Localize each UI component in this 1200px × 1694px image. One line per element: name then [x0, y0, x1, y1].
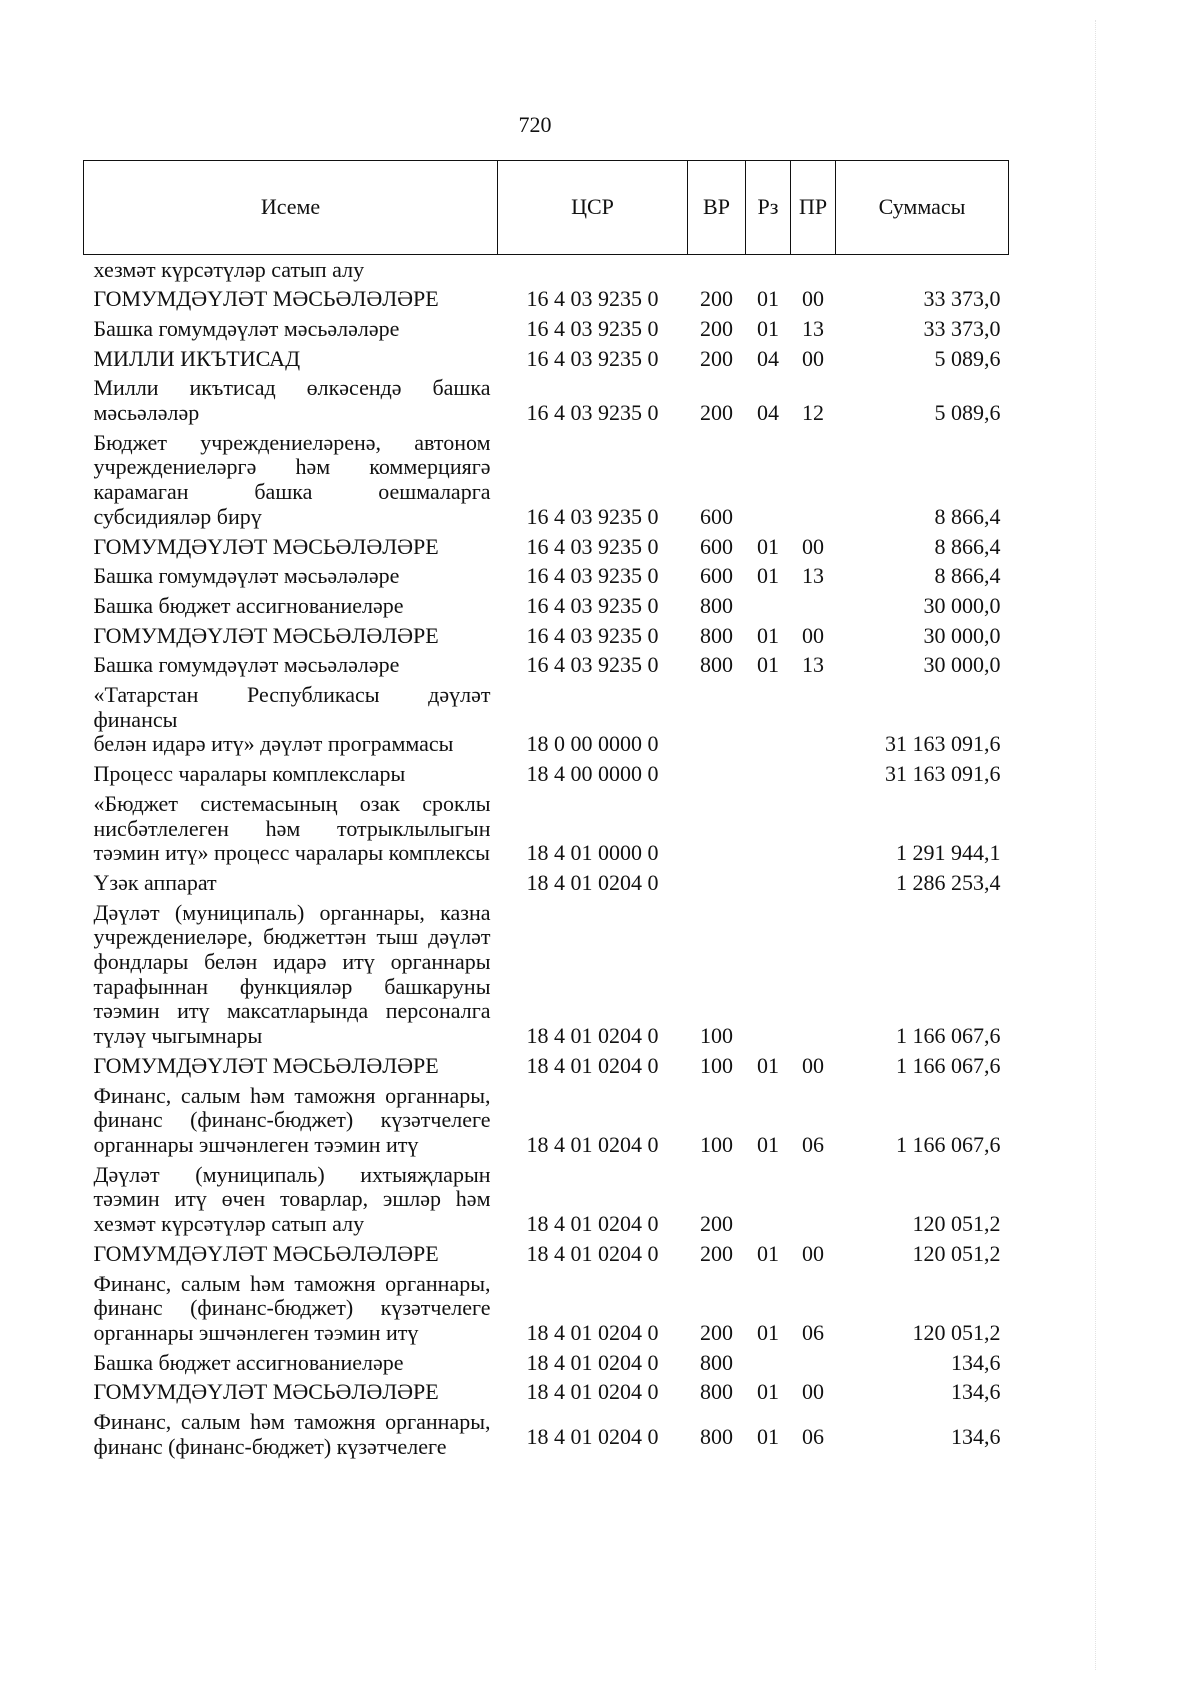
row-vr-cell: 100	[700, 1023, 733, 1049]
row-rz-cell: 01	[757, 1379, 779, 1405]
row-name-line: учреждениеләргә һәм коммерциягә	[93, 454, 491, 480]
row-name-cell	[84, 591, 498, 621]
row-name-cell	[84, 255, 498, 285]
row-rz-cell	[746, 681, 791, 760]
row-name-line: Үзәк аппарат	[93, 869, 217, 895]
row-name-line: Милли икътисад өлкәсендә башка	[93, 375, 491, 401]
row-rz-cell	[746, 591, 791, 621]
row-name-line: Башка гомумдәүләт мәсьәләләре	[93, 652, 400, 678]
row-name-cell	[84, 898, 498, 1051]
row-sum-cell: 33 373,0	[923, 315, 1001, 341]
row-pr-cell	[791, 760, 836, 790]
row-name-line: МИЛЛИ ИКЪТИСАД	[93, 345, 301, 371]
row-sum-cell: 33 373,0	[923, 286, 1001, 312]
table-row	[84, 1081, 1009, 1160]
row-name-line: Башка бюджет ассигнованиеләре	[93, 1349, 404, 1375]
row-vr-cell	[688, 789, 746, 868]
row-sum-cell: 31 163 091,6	[885, 761, 1001, 787]
header-name: Исеме	[84, 161, 498, 255]
row-csr-cell: 18 4 01 0204 0	[526, 1023, 659, 1049]
row-pr-cell	[791, 1160, 836, 1239]
table-row	[84, 1378, 1009, 1408]
row-vr-cell: 600	[700, 503, 733, 529]
row-name-cell	[84, 1081, 498, 1160]
row-pr-cell	[791, 898, 836, 1051]
row-name-cell	[84, 760, 498, 790]
row-name-line: Дәүләт (муниципаль) органнары, казна	[93, 899, 491, 925]
row-vr-cell: 100	[700, 1052, 733, 1078]
row-sum-cell: 1 291 944,1	[896, 840, 1001, 866]
row-csr-cell: 18 0 00 0000 0	[526, 731, 659, 757]
row-name-line: «Бюджет системасының озак сроклы	[93, 790, 491, 816]
row-vr-cell: 800	[700, 652, 733, 678]
row-rz-cell: 04	[757, 400, 779, 426]
row-sum-cell: 30 000,0	[923, 592, 1001, 618]
table-row	[84, 789, 1009, 868]
row-name-line: тарафыннан функцияләр башкаруны	[93, 973, 491, 999]
row-csr-cell	[498, 255, 688, 285]
row-name-line: ГОМУМДӘҮЛӘТ МӘСЬӘЛӘЛӘРЕ	[93, 1052, 439, 1078]
row-name-cell	[84, 1160, 498, 1239]
table-row	[84, 1408, 1009, 1462]
row-sum-cell: 8 866,4	[934, 533, 1001, 559]
row-name-line: Бюджет учреждениеләренә, автоном	[93, 429, 491, 455]
row-name-line: субсидияләр бирү	[93, 503, 262, 529]
header-rz: Рз	[746, 161, 791, 255]
row-name-cell	[84, 789, 498, 868]
row-name-line: мәсьәләләр	[93, 400, 200, 426]
row-pr-cell: 00	[802, 345, 824, 371]
row-rz-cell	[746, 1160, 791, 1239]
row-pr-cell: 13	[802, 652, 824, 678]
table-row	[84, 532, 1009, 562]
row-name-line: Башка гомумдәүләт мәсьәләләре	[93, 315, 400, 341]
row-name-line: органнары эшчәнлеген тәэмин итү	[93, 1132, 419, 1157]
row-name-line: финанс (финанс-бюджет) күзәтчелеге	[93, 1107, 491, 1133]
row-vr-cell: 200	[700, 400, 733, 426]
row-name-line: Финанс, салым һәм таможня органнары,	[93, 1270, 491, 1296]
row-csr-cell: 18 4 01 0204 0	[526, 1319, 659, 1345]
row-name-line: ГОМУМДӘҮЛӘТ МӘСЬӘЛӘЛӘРЕ	[93, 533, 439, 559]
row-name-line: ГОМУМДӘҮЛӘТ МӘСЬӘЛӘЛӘРЕ	[93, 622, 439, 648]
row-name-cell	[84, 532, 498, 562]
row-name-cell	[84, 681, 498, 760]
row-rz-cell	[746, 760, 791, 790]
row-vr-cell: 800	[700, 1349, 733, 1375]
table-row	[84, 760, 1009, 790]
table-row	[84, 562, 1009, 592]
row-csr-cell: 18 4 01 0204 0	[526, 869, 659, 895]
row-pr-cell	[791, 1348, 836, 1378]
table-row	[84, 374, 1009, 428]
row-pr-cell: 00	[802, 1379, 824, 1405]
row-pr-cell: 06	[802, 1132, 824, 1157]
table-row	[84, 898, 1009, 1051]
scan-edge-mark	[1095, 20, 1096, 1670]
row-csr-cell: 18 4 00 0000 0	[526, 761, 659, 787]
row-name-line: Дәүләт (муниципаль) ихтыяҗларын	[93, 1161, 491, 1187]
row-sum-cell: 5 089,6	[934, 345, 1001, 371]
row-vr-cell: 800	[700, 1379, 733, 1405]
row-pr-cell: 06	[802, 1319, 824, 1345]
row-vr-cell: 200	[700, 315, 733, 341]
row-name-cell	[84, 1269, 498, 1348]
row-rz-cell: 01	[757, 652, 779, 678]
row-csr-cell: 18 4 01 0204 0	[526, 1240, 659, 1266]
row-sum-cell: 5 089,6	[934, 400, 1001, 426]
row-sum-cell: 120 051,2	[912, 1319, 1001, 1345]
row-rz-cell	[746, 255, 791, 285]
row-csr-cell: 16 4 03 9235 0	[526, 503, 659, 529]
row-pr-cell: 00	[802, 1052, 824, 1078]
header-csr: ЦСР	[498, 161, 688, 255]
row-name-cell	[84, 1239, 498, 1269]
row-csr-cell: 18 4 01 0204 0	[526, 1379, 659, 1405]
row-vr-cell	[688, 760, 746, 790]
row-sum-cell: 134,6	[951, 1349, 1001, 1375]
row-vr-cell: 800	[700, 1424, 733, 1450]
row-name-line: финанс (финанс-бюджет) күзәтчелеге	[93, 1295, 491, 1321]
row-pr-cell: 13	[802, 315, 824, 341]
row-vr-cell: 100	[700, 1132, 733, 1157]
row-sum-cell: 8 866,4	[934, 503, 1001, 529]
row-name-line: ГОМУМДӘҮЛӘТ МӘСЬӘЛӘЛӘРЕ	[93, 1379, 439, 1405]
row-pr-cell: 06	[802, 1424, 824, 1450]
row-rz-cell	[746, 789, 791, 868]
row-rz-cell: 01	[757, 533, 779, 559]
row-vr-cell: 800	[700, 622, 733, 648]
row-pr-cell: 00	[802, 286, 824, 312]
row-sum-cell: 30 000,0	[923, 622, 1001, 648]
row-name-line: Финанс, салым һәм таможня органнары,	[93, 1409, 491, 1435]
table-row	[84, 868, 1009, 898]
row-csr-cell: 16 4 03 9235 0	[526, 652, 659, 678]
table-header-row	[84, 161, 1009, 255]
page-number: 720	[518, 112, 552, 137]
table-row	[84, 344, 1009, 374]
row-csr-cell: 16 4 03 9235 0	[526, 286, 659, 312]
row-name-cell	[84, 344, 498, 374]
row-sum-cell: 134,6	[951, 1379, 1001, 1405]
header-vr: ВР	[688, 161, 746, 255]
row-csr-cell: 16 4 03 9235 0	[526, 592, 659, 618]
table-row	[84, 1160, 1009, 1239]
row-name-line: түләү чыгымнары	[93, 1023, 263, 1049]
table-row	[84, 428, 1009, 532]
row-sum-cell: 1 166 067,6	[896, 1132, 1001, 1157]
row-sum-cell: 120 051,2	[912, 1211, 1001, 1237]
row-name-line: тәэмин итү» процесс чаралары комплексы	[93, 840, 490, 866]
row-pr-cell	[791, 868, 836, 898]
row-sum-cell: 134,6	[951, 1424, 1001, 1450]
row-pr-cell: 13	[802, 563, 824, 589]
row-vr-cell: 200	[700, 1240, 733, 1266]
table-row	[84, 1348, 1009, 1378]
row-name-cell	[84, 374, 498, 428]
row-vr-cell: 200	[700, 286, 733, 312]
row-sum-cell: 8 866,4	[934, 563, 1001, 589]
row-sum-cell: 1 166 067,6	[896, 1052, 1001, 1078]
row-name-line: ГОМУМДӘҮЛӘТ МӘСЬӘЛӘЛӘРЕ	[93, 286, 439, 312]
row-rz-cell	[746, 428, 791, 532]
row-rz-cell: 01	[757, 1052, 779, 1078]
row-name-line: Башка гомумдәүләт мәсьәләләре	[93, 563, 400, 589]
row-name-cell	[84, 314, 498, 344]
row-rz-cell: 04	[757, 345, 779, 371]
row-vr-cell	[688, 681, 746, 760]
row-name-cell	[84, 1348, 498, 1378]
row-name-line: финанс (финанс-бюджет) күзәтчелеге	[93, 1433, 447, 1459]
row-name-cell	[84, 562, 498, 592]
row-name-line: фондлары белән идарә итү органнары	[93, 949, 491, 975]
row-name-cell	[84, 1378, 498, 1408]
row-rz-cell	[746, 1348, 791, 1378]
row-name-line: тәэмин итү максатларында персоналга	[93, 998, 491, 1024]
row-vr-cell: 200	[700, 345, 733, 371]
row-sum-cell: 120 051,2	[912, 1240, 1001, 1266]
row-name-cell	[84, 868, 498, 898]
row-name-cell	[84, 621, 498, 651]
row-name-cell	[84, 1051, 498, 1081]
row-vr-cell: 600	[700, 533, 733, 559]
row-rz-cell: 01	[757, 315, 779, 341]
row-name-line: тәэмин итү өчен товарлар, эшләр һәм	[93, 1186, 491, 1212]
row-sum-cell	[836, 255, 1009, 285]
row-rz-cell: 01	[757, 622, 779, 648]
row-csr-cell: 18 4 01 0204 0	[526, 1052, 659, 1078]
table-body	[84, 255, 1009, 1462]
row-pr-cell	[791, 789, 836, 868]
row-name-line: Башка бюджет ассигнованиеләре	[93, 592, 404, 618]
header-pr: ПР	[791, 161, 836, 255]
row-pr-cell: 00	[802, 1240, 824, 1266]
row-rz-cell: 01	[757, 1319, 779, 1345]
table-row	[84, 314, 1009, 344]
row-name-cell	[84, 428, 498, 532]
row-rz-cell: 01	[757, 1424, 779, 1450]
row-csr-cell: 18 4 01 0204 0	[526, 1211, 659, 1237]
row-vr-cell: 600	[700, 563, 733, 589]
row-rz-cell	[746, 898, 791, 1051]
row-name-cell	[84, 651, 498, 681]
row-sum-cell: 1 166 067,6	[896, 1023, 1001, 1049]
row-rz-cell: 01	[757, 563, 779, 589]
row-name-line: Процесс чаралары комплекслары	[93, 761, 406, 787]
row-csr-cell: 16 4 03 9235 0	[526, 563, 659, 589]
row-name-line: ГОМУМДӘҮЛӘТ МӘСЬӘЛӘЛӘРЕ	[93, 1240, 439, 1266]
row-vr-cell	[688, 255, 746, 285]
table-row	[84, 621, 1009, 651]
row-name-line: белән идарә итү» дәүләт программасы	[93, 731, 454, 757]
row-sum-cell: 30 000,0	[923, 652, 1001, 678]
row-name-line: Финанс, салым һәм таможня органнары,	[93, 1082, 491, 1108]
row-name-line: хезмәт күрсәтүләр сатып алу	[93, 1211, 365, 1237]
table-row	[84, 591, 1009, 621]
row-csr-cell: 18 4 01 0204 0	[526, 1349, 659, 1375]
table-row	[84, 1269, 1009, 1348]
row-csr-cell: 16 4 03 9235 0	[526, 345, 659, 371]
row-name-cell	[84, 285, 498, 315]
table-row	[84, 1239, 1009, 1269]
row-pr-cell: 00	[802, 533, 824, 559]
row-pr-cell	[791, 255, 836, 285]
row-name-line: карамаган башка оешмаларга	[93, 479, 491, 505]
row-csr-cell: 18 4 01 0204 0	[526, 1424, 659, 1450]
row-name-cell	[84, 1408, 498, 1462]
row-vr-cell	[688, 868, 746, 898]
row-name-line: нисбәтлелеген һәм тотрыклылыгын	[93, 815, 491, 841]
table-header	[84, 161, 1009, 255]
row-rz-cell: 01	[757, 286, 779, 312]
row-pr-cell: 12	[802, 400, 824, 426]
row-sum-cell: 1 286 253,4	[896, 869, 1001, 895]
row-csr-cell: 16 4 03 9235 0	[526, 400, 659, 426]
table-row	[84, 255, 1009, 285]
row-csr-cell: 16 4 03 9235 0	[526, 533, 659, 559]
row-csr-cell: 16 4 03 9235 0	[526, 622, 659, 648]
budget-table	[83, 160, 1009, 1462]
row-name-line: учреждениеләре, бюджеттән тыш дәүләт	[93, 924, 491, 950]
row-vr-cell: 800	[700, 592, 733, 618]
row-rz-cell: 01	[757, 1132, 779, 1157]
table-row	[84, 285, 1009, 315]
row-vr-cell: 200	[700, 1319, 733, 1345]
row-name-line: органнары эшчәнлеген тәэмин итү	[93, 1319, 419, 1345]
row-pr-cell	[791, 591, 836, 621]
row-rz-cell	[746, 868, 791, 898]
table-row	[84, 651, 1009, 681]
row-sum-cell: 31 163 091,6	[885, 731, 1001, 757]
row-csr-cell: 16 4 03 9235 0	[526, 315, 659, 341]
row-pr-cell	[791, 681, 836, 760]
table-row	[84, 681, 1009, 760]
row-rz-cell: 01	[757, 1240, 779, 1266]
row-name-line: хезмәт күрсәтүләр сатып алу	[93, 256, 365, 282]
table-row	[84, 1051, 1009, 1081]
header-sum: Суммасы	[836, 161, 1009, 255]
row-csr-cell: 18 4 01 0000 0	[526, 840, 659, 866]
row-vr-cell: 200	[700, 1211, 733, 1237]
row-name-line: «Татарстан Республикасы дәүләт финансы	[93, 682, 491, 732]
row-pr-cell: 00	[802, 622, 824, 648]
row-pr-cell	[791, 428, 836, 532]
row-csr-cell: 18 4 01 0204 0	[526, 1132, 659, 1157]
